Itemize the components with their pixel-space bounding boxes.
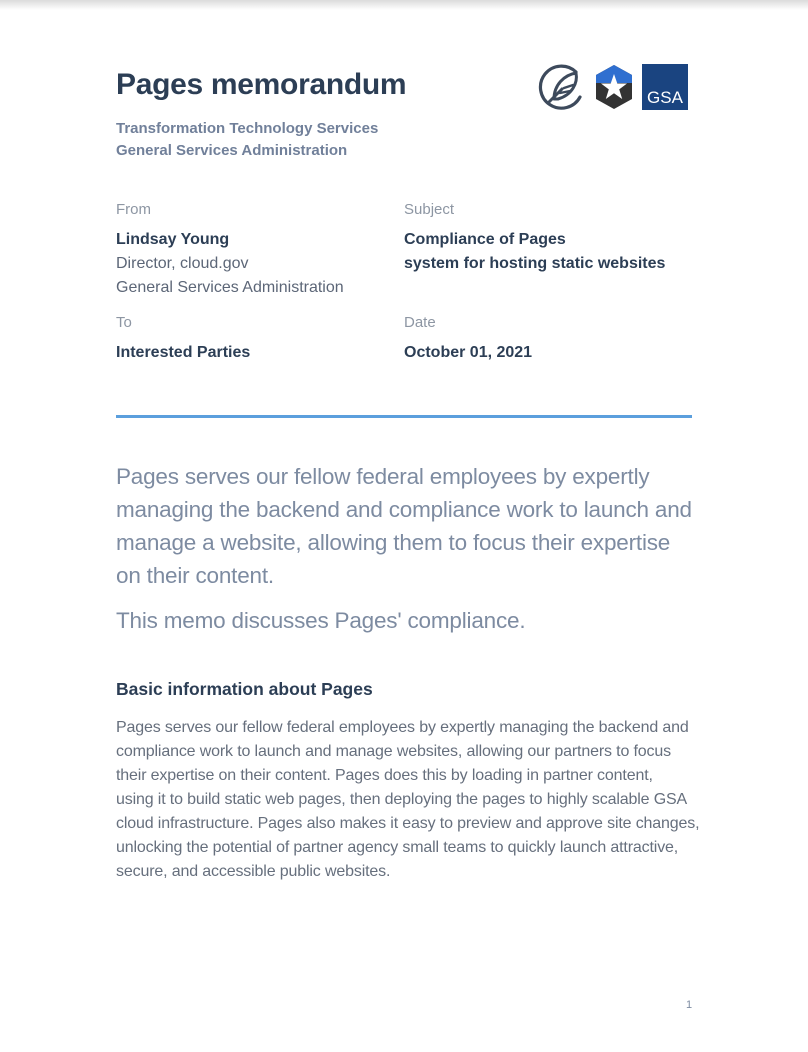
subject-line-1: Compliance of Pages [404,231,566,248]
date-label: Date [404,314,436,331]
from-block [116,200,344,300]
organization-name [116,118,378,162]
cloud-gov-star-icon [594,63,634,111]
lead-line: managing the backend and compliance work to launch and [116,497,692,522]
date-block [404,313,532,365]
pages-feather-logo-icon [536,63,586,111]
lead-line: manage a website, allowing them to focus their expertise [116,530,671,555]
date-value: October 01, 2021 [404,344,533,361]
subject-line-2: system for hosting static websites [404,255,666,272]
subject-label: Subject [404,201,455,218]
body-line: compliance work to launch and manage websites, allowing our partners to focus [116,743,671,760]
lead-paragraph [116,460,696,592]
page-title: Pages memorandum [116,68,407,101]
page-top-shadow [0,0,808,10]
body-line: cloud infrastructure. Pages also makes it easy to preview and approve site changes, [116,815,700,832]
body-line: Pages serves our fellow federal employees by expertly managing the backend and [116,719,689,736]
page-number: 1 [686,999,693,1011]
to-block [116,313,250,365]
lead-line: Pages serves our fellow federal employees by expertly [116,464,650,489]
logo-group [536,63,688,111]
svg-text:GSA: GSA [647,88,683,107]
body-line: unlocking the potential of partner agency small teams to quickly launch attractive, [116,839,679,856]
to-label: To [116,314,132,331]
body-line: secure, and accessible public websites. [116,863,391,880]
to-value: Interested Parties [116,344,251,361]
header-divider [116,415,692,418]
from-title: Director, cloud.gov [116,255,249,272]
org-line-tts: Transformation Technology Services [116,120,379,137]
section-heading: Basic information about Pages [116,679,373,699]
org-line-gsa: General Services Administration [116,142,348,159]
lead-line: on their content. [116,563,274,588]
from-label: From [116,201,151,218]
from-org: General Services Administration [116,279,344,296]
body-line: their expertise on their content. Pages does this by loading in partner content, [116,767,653,784]
lead-summary: This memo discusses Pages' compliance. [116,608,526,633]
body-line: using it to build static web pages, then deploying the pages to highly scalable GSA [116,791,688,808]
subject-block [404,200,665,276]
section-body [116,716,700,884]
gsa-logo-icon [642,64,688,110]
from-name: Lindsay Young [116,231,230,248]
